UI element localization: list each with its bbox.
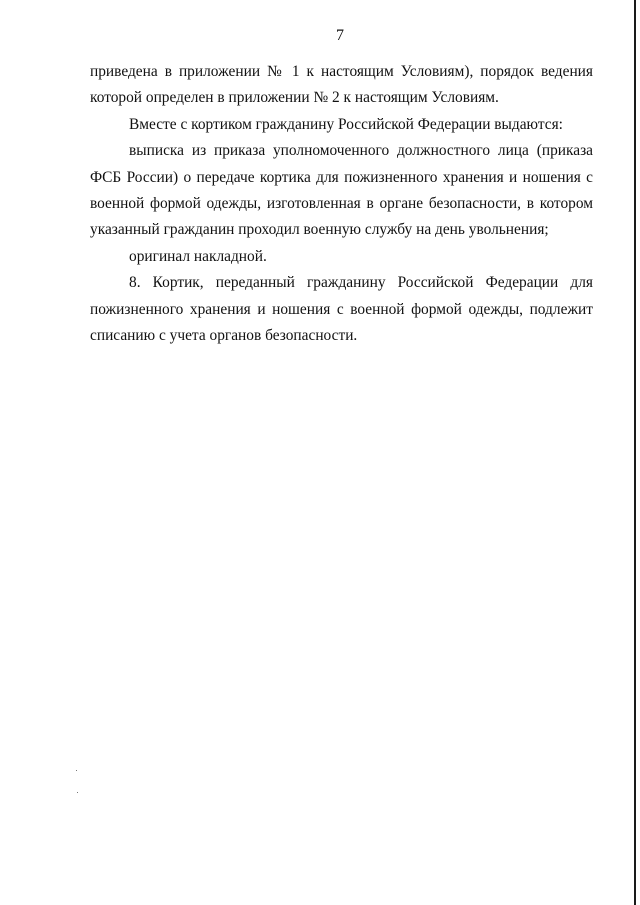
text-line: приведена в приложении № 1 к настоящим Условиям), порядок ведения (90, 63, 593, 80)
paragraph-issued-items (90, 112, 593, 138)
paragraph-invoice (90, 244, 593, 270)
paragraph-item-8 (90, 270, 593, 349)
text-line: выписка из приказа уполномоченного должностного лица (приказа (129, 142, 593, 160)
page-number: 7 (336, 27, 344, 44)
paragraph-continuation (90, 59, 593, 112)
scan-edge-line (634, 0, 636, 905)
text-line: которой определен в приложении № 2 к настоящим Условиям. (90, 89, 499, 107)
text-line: пожизненного хранения и ношения с военной формой одежды, подлежит (90, 300, 593, 318)
scan-speck (77, 792, 78, 793)
text-line: Вместе с кортиком гражданину Российской Федерации выдаются: (129, 115, 563, 133)
text-line: оригинал накладной. (129, 247, 267, 265)
text-line: с военной формой одежды, изготовленная в органе безопасности, в котором (90, 168, 593, 213)
text-line: указанный гражданин проходил военную службу на день увольнения; (90, 221, 549, 239)
text-line: 8. Кортик, переданный гражданину Российской Федерации для (129, 274, 593, 292)
text-line: ФСБ России) о передаче кортика для пожизненного хранения и ношения (90, 168, 581, 186)
document-body (90, 59, 593, 349)
paragraph-order-extract (90, 138, 593, 244)
text-line: списанию с учета органов безопасности. (90, 327, 358, 345)
scan-speck (76, 770, 77, 771)
